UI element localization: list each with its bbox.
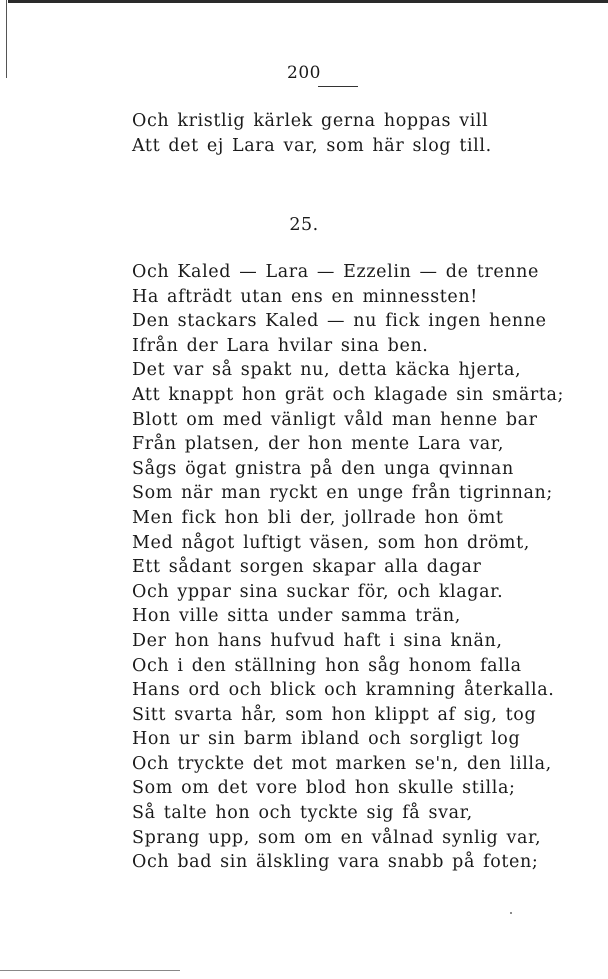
verse-line: Blott om med vänligt våld man henne bar [132, 409, 538, 430]
verse-line: Ha afträdt utan ens en minnessten! [132, 286, 478, 307]
verse-line: Ifrån der Lara hvilar sina ben. [132, 335, 429, 356]
verse-line: Så talte hon och tyckte sig få svar, [132, 803, 473, 824]
verse-line: Och kristlig kärlek gerna hoppas vill [132, 111, 489, 131]
verse-line: Hon ville sitta under samma trän, [132, 606, 461, 627]
stanza [132, 260, 565, 875]
verse-line: Sprang upp, som om en vålnad synlig var, [132, 827, 542, 848]
verse-line: Och Kaled — Lara — Ezzelin — de trenne [132, 262, 539, 282]
verse-line: Der hon hans hufvud haft i sina knän, [132, 630, 503, 651]
verse-line: Sågs ögat gnistra på den unga qvinnan [132, 458, 514, 479]
verse-line: Att knappt hon grät och klagade sin smärta; [132, 384, 565, 405]
verse-line: Och yppar sina suckar för, och klagar. [132, 581, 504, 602]
page-number: 200 [287, 63, 321, 83]
verse-line: Och tryckte det mot marken se'n, den lilla, [132, 753, 552, 774]
verse-line: Sitt svarta hår, som hon klippt af sig, tog [132, 704, 537, 725]
top-edge-rule [8, 0, 608, 3]
verse-line: Med något luftigt väsen, som hon drömt, [132, 532, 530, 553]
page-number-underline [318, 86, 358, 87]
verse-line: Den stackars Kaled — nu fick ingen henne [132, 311, 547, 332]
verse-line: Hans ord och blick och kramning återkalla. [132, 680, 555, 701]
verse-line: Som när man ryckt en unge från tigrinnan; [132, 483, 553, 504]
verse-line: Och bad sin älskling vara snabb på foten; [132, 852, 539, 873]
paper-speck [510, 912, 512, 914]
bottom-edge-rule [0, 970, 180, 971]
verse-line: Det var så spakt nu, detta käcka hjerta, [132, 360, 522, 381]
previous-stanza [132, 109, 552, 159]
verse-line: Och i den ställning hon såg honom falla [132, 655, 522, 676]
section-number: 25. [289, 215, 319, 235]
verse-line: Ett sådant sorgen skapar alla dagar [132, 557, 482, 578]
verse-line: Att det ej Lara var, som här slog till. [132, 136, 492, 156]
verse-line: Från platsen, der hon mente Lara var, [132, 434, 505, 455]
verse-line: Hon ur sin barm ibland och sorgligt log [132, 729, 521, 750]
verse-line: Men fick hon bli der, jollrade hon ömt [132, 507, 504, 528]
verse-line: Som om det vore blod hon skulle stilla; [132, 778, 516, 799]
